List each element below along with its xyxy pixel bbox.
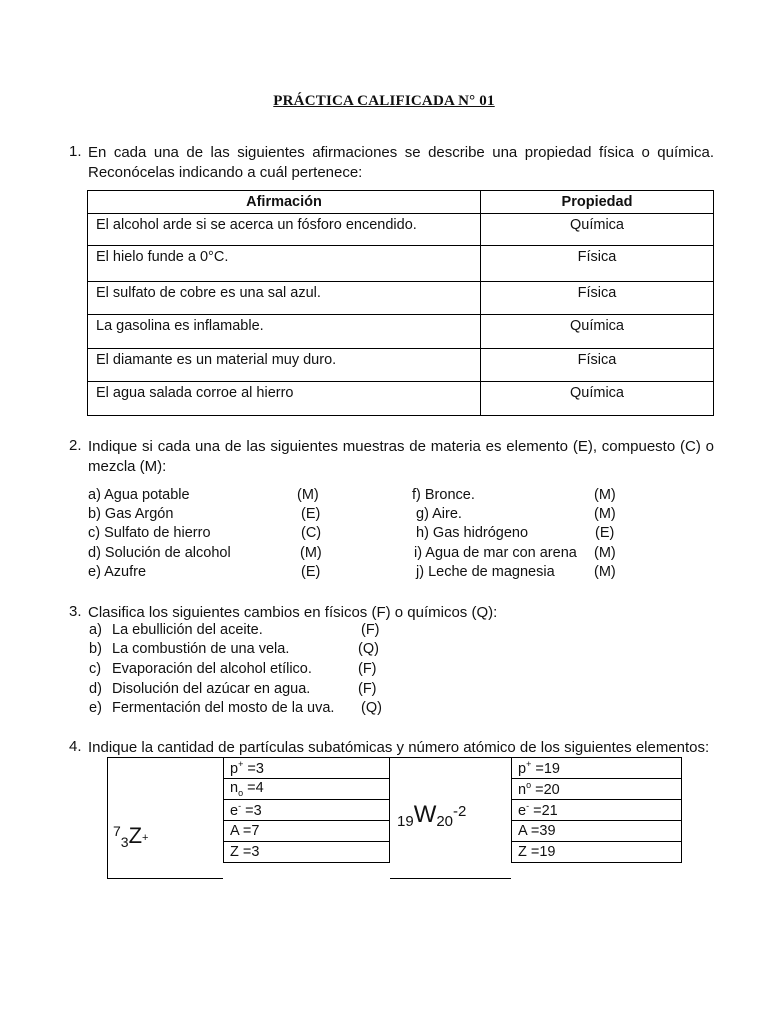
element1-atomic-number: 3 xyxy=(120,834,129,850)
list-answer: (F) xyxy=(358,681,377,697)
list-item: Evaporación del alcohol etílico. xyxy=(112,661,312,677)
table-row xyxy=(88,246,714,282)
q1-number: 1. xyxy=(69,143,82,160)
element1-charge: + xyxy=(142,832,149,844)
particle-label: A xyxy=(518,823,527,839)
list-answer: (M) xyxy=(300,545,322,561)
property-cell: Química xyxy=(481,382,714,416)
list-item: a) Agua potable xyxy=(88,487,190,503)
list-answer: (F) xyxy=(358,661,377,677)
element2-mass-number: 20 xyxy=(436,813,454,830)
list-answer: (M) xyxy=(594,564,616,580)
table-row xyxy=(88,315,714,349)
particle-label: p xyxy=(230,760,239,777)
element2-notation xyxy=(397,801,466,829)
particle-label: n xyxy=(230,780,239,797)
particle-label: Z xyxy=(518,844,527,860)
particle-mark: - xyxy=(526,801,530,812)
particle-value: =3 xyxy=(245,802,262,819)
table-row xyxy=(512,779,682,800)
table-row xyxy=(224,800,390,821)
list-letter: c) xyxy=(89,661,102,677)
list-letter: a) xyxy=(89,622,102,638)
q1-table-header xyxy=(88,191,714,214)
list-letter: d) xyxy=(89,681,102,697)
particle-mark: + xyxy=(526,759,532,770)
particle-value: =4 xyxy=(247,780,264,797)
list-item: e) Azufre xyxy=(88,564,147,580)
table-row xyxy=(224,842,390,863)
particle-value: =3 xyxy=(242,844,260,860)
list-answer: (M) xyxy=(594,506,616,522)
particle-value: =20 xyxy=(535,781,560,798)
particle-value: =19 xyxy=(535,760,560,777)
q3-text: Clasifica los siguientes cambios en físicos (F) o químicos (Q): xyxy=(88,604,498,621)
q2-number: 2. xyxy=(69,437,82,454)
property-cell: Física xyxy=(481,349,714,382)
list-answer: (M) xyxy=(594,487,616,503)
list-item: Disolución del azúcar en agua. xyxy=(112,681,311,697)
table-row xyxy=(512,821,682,842)
particle-label: A xyxy=(230,823,239,839)
property-cell: Química xyxy=(481,315,714,349)
particle-label: e xyxy=(230,802,239,819)
particle-label: Z xyxy=(230,844,239,860)
q3-number: 3. xyxy=(69,603,82,620)
list-item: d) Solución de alcohol xyxy=(88,545,231,561)
table-row xyxy=(224,779,390,800)
statement-cell: El sulfato de cobre es una sal azul. xyxy=(88,282,481,315)
particle-mark: + xyxy=(238,759,244,770)
page-title: PRÁCTICA CALIFICADA N° 01 xyxy=(273,93,495,109)
list-answer: (E) xyxy=(301,506,321,522)
element1-mass-number: 7 xyxy=(113,823,121,839)
statement-cell: El alcohol arde si se acerca un fósforo encendido. xyxy=(88,214,481,246)
list-item: b) Gas Argón xyxy=(88,506,174,522)
list-item: h) Gas hidrógeno xyxy=(416,525,529,541)
statement-cell: La gasolina es inflamable. xyxy=(88,315,481,349)
table-row xyxy=(512,758,682,779)
particle-value: =39 xyxy=(530,823,556,839)
header-statement: Afirmación xyxy=(88,191,481,214)
particle-mark: o xyxy=(238,787,244,798)
table-row xyxy=(512,800,682,821)
table-row xyxy=(88,382,714,416)
list-item: g) Aire. xyxy=(416,506,462,522)
list-item: La combustión de una vela. xyxy=(112,641,290,657)
list-item: Fermentación del mosto de la uva. xyxy=(112,700,335,716)
element1-symbol-cell xyxy=(107,757,223,879)
list-answer: (M) xyxy=(297,487,319,503)
particle-value: =3 xyxy=(247,760,264,777)
particle-label: e xyxy=(518,802,527,819)
particle-mark: - xyxy=(238,801,242,812)
list-item: c) Sulfato de hierro xyxy=(88,525,211,541)
statement-cell: El diamante es un material muy duro. xyxy=(88,349,481,382)
particle-label: p xyxy=(518,760,527,777)
table-row xyxy=(224,758,390,779)
list-answer: (M) xyxy=(594,545,616,561)
list-letter: b) xyxy=(89,641,102,657)
property-cell: Física xyxy=(481,246,714,282)
q2-text: Indique si cada una de las siguientes muestras de materia es elemento (E), compuesto (C) o mezcla (M): xyxy=(88,438,714,475)
table-row xyxy=(88,282,714,315)
element1-table xyxy=(223,757,390,863)
list-answer: (C) xyxy=(301,525,322,541)
property-cell: Química xyxy=(481,214,714,246)
table-row xyxy=(88,214,714,246)
list-item: i) Agua de mar con arena xyxy=(414,545,577,561)
element1-symbol: Z xyxy=(128,823,143,848)
particle-mark: o xyxy=(526,780,532,791)
element2-symbol: W xyxy=(413,801,437,828)
element1-notation xyxy=(113,823,148,849)
particle-value: =19 xyxy=(530,844,556,860)
list-answer: (E) xyxy=(595,525,615,541)
particle-value: =7 xyxy=(242,823,260,839)
list-item: j) Leche de magnesia xyxy=(416,564,555,580)
element2-atomic-number: 19 xyxy=(397,813,414,830)
list-item: f) Bronce. xyxy=(412,487,475,503)
element2-charge: -2 xyxy=(453,803,467,820)
q4-text: Indique la cantidad de partículas subatómicas y número atómico de los siguientes elementos: xyxy=(88,739,710,756)
table-row xyxy=(512,842,682,863)
list-answer: (E) xyxy=(301,564,321,580)
list-answer: (F) xyxy=(361,622,380,638)
list-item: La ebullición del aceite. xyxy=(112,622,263,638)
q4-number: 4. xyxy=(69,738,82,755)
list-letter: e) xyxy=(89,700,102,716)
element2-table xyxy=(511,757,682,863)
table-row xyxy=(88,349,714,382)
q1-text: En cada una de las siguientes afirmaciones se describe una propiedad física o química. Reconócelas indicando a cuál pertenece: xyxy=(88,144,714,181)
table-row xyxy=(224,821,390,842)
q1-table xyxy=(87,190,714,416)
header-property: Propiedad xyxy=(481,191,714,214)
list-answer: (Q) xyxy=(361,700,382,716)
statement-cell: El agua salada corroe al hierro xyxy=(88,382,481,416)
list-answer: (Q) xyxy=(358,641,379,657)
particle-value: =21 xyxy=(533,802,558,819)
particle-label: n xyxy=(518,781,527,798)
statement-cell: El hielo funde a 0°C. xyxy=(88,246,481,282)
property-cell: Física xyxy=(481,282,714,315)
